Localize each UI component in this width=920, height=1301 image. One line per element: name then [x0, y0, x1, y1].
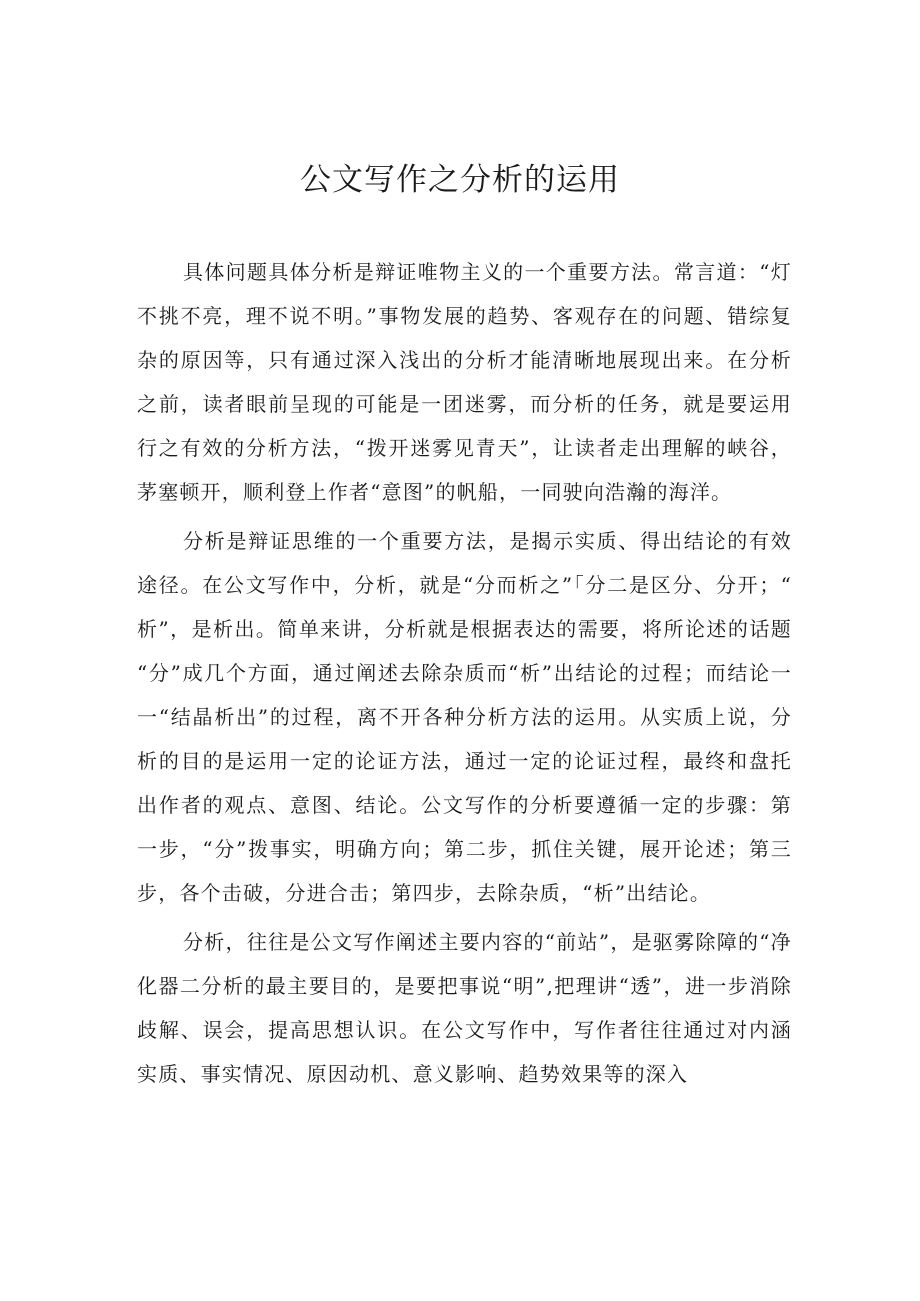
- paragraph-2: 分析是辩证思维的一个重要方法，是揭示实质、得出结论的有效途径。在公文写作中，分析，就是“分而析之”「分二是区分、分开；“析”，是析出。简单来讲，分析就是根据表达的需要，将所论述的话题“分”成几个方面，通过阐述去除杂质而“析”出结论的过程；而结论一一“结晶析出”的过程，离不开各种分析方法的运用。从实质上说，分析的目的是运用一定的论证方法，通过一定的论证过程，最终和盘托出作者的观点、意图、结论。公文写作的分析要遵循一定的步骤：第一步，“分”拨事实，明确方向；第二步，抓住关键，展开论述；第三步，各个击破，分进合击；第四步，去除杂质，“析”出结论。: [137, 529, 792, 905]
- paragraph-1: 具体问题具体分析是辩证唯物主义的一个重要方法。常言道：“灯不挑不亮，理不说不明。”事物发展的趋势、客观存在的问题、错综复杂的原因等，只有通过深入浅出的分析才能清晰地展现出来。在分析之前，读者眼前呈现的可能是一团迷雾，而分析的任务，就是要运用行之有效的分析方法，“拨开迷雾见青天”，让读者走出理解的峡谷，茅塞顿开，顺利登上作者“意图”的帆船，一同驶向浩瀚的海洋。: [137, 260, 792, 504]
- paragraph-3: 分析，往往是公文写作阐述主要内容的“前站”，是驱雾除障的“净化器二分析的最主要目的，是要把事说“明”,把理讲“透”，进一步消除歧解、误会，提高思想认识。在公文写作中，写作者往往通过对内涵实质、事实情况、原因动机、意义影响、趋势效果等的深入: [137, 930, 792, 1086]
- document-body: [137, 250, 792, 1101]
- document-title: 公文写作之分析的运用: [300, 162, 620, 198]
